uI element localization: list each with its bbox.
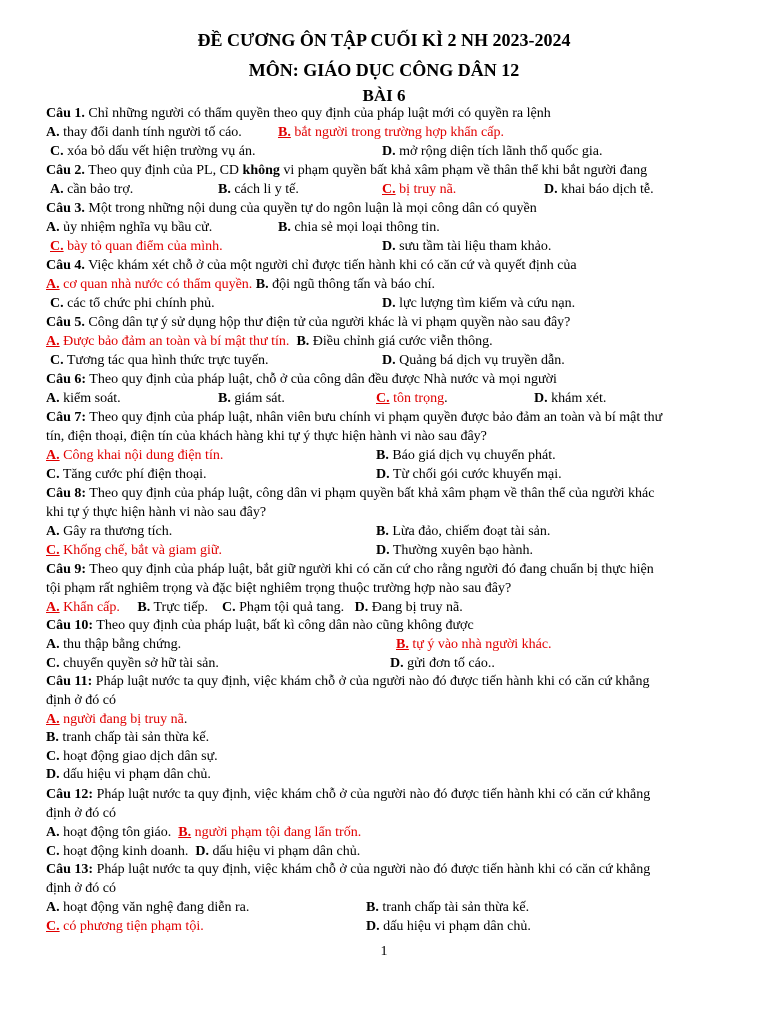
- q12-option-c: hoạt động kinh doanh.: [63, 844, 189, 859]
- question-12: Câu 12: Pháp luật nước ta quy định, việc khám chỗ ở của người nào đó được tiến hành khi có căn cứ khẳng: [46, 787, 651, 802]
- question-10: Câu 10: Theo quy định của pháp luật, bất kì công dân nào cũng không được: [46, 618, 474, 633]
- q11-option-c: C. hoạt động giao dịch dân sự.: [46, 749, 218, 764]
- q4-option-c: C. các tổ chức phi chính phủ.: [50, 296, 215, 311]
- q3-option-d: D. sưu tầm tài liệu tham khảo.: [382, 239, 552, 254]
- q3-option-a: A. ủy nhiệm nghĩa vụ bầu cử.: [46, 220, 213, 235]
- q9-option-a-answer: A. Khẩn cấp.: [46, 600, 120, 615]
- q9-option-d: Đang bị truy nã.: [371, 600, 463, 615]
- page-number: 1: [380, 944, 388, 959]
- q12-option-b-answer: B. người phạm tội đang lẩn trốn.: [178, 825, 362, 840]
- document-lesson: BÀI 6: [362, 86, 406, 105]
- question-4: Câu 4. Việc khám xét chỗ ở của một người chỉ được tiến hành khi có căn cứ và quyết định của: [46, 258, 577, 273]
- question-6: Câu 6: Theo quy định của pháp luật, chỗ ở của công dân đều được Nhà nước và mọi người: [46, 372, 557, 387]
- document-subject: MÔN: GIÁO DỤC CÔNG DÂN 12: [248, 60, 520, 80]
- q11-option-d: D. dấu hiệu vi phạm dân chủ.: [46, 767, 211, 782]
- q13-option-c-answer: C. có phương tiện phạm tội.: [46, 919, 204, 934]
- question-label: Câu 1.: [46, 106, 85, 121]
- q6-option-b: B. giám sát.: [218, 391, 285, 406]
- q4-option-a-answer: A. cơ quan nhà nước có thẩm quyền.: [46, 277, 253, 292]
- q6-option-a: A. kiểm soát.: [46, 391, 121, 406]
- q8-option-a: A. Gây ra thương tích.: [46, 524, 173, 539]
- q8-option-d: D. Thường xuyên bạo hành.: [376, 543, 534, 558]
- q7-option-a-answer: A. Công khai nội dung điện tín.: [46, 448, 224, 463]
- q7-option-c: C. Tăng cước phí điện thoại.: [46, 467, 207, 482]
- q4-options-ab: A. cơ quan nhà nước có thẩm quyền. B. đội ngũ thông tấn và báo chí.: [46, 277, 436, 292]
- q1-option-c: C. xóa bỏ dấu vết hiện trường vụ án.: [50, 144, 256, 159]
- q3-option-c-answer: C. bày tỏ quan điểm của mình.: [50, 239, 223, 254]
- q7-option-d: D. Từ chối gói cước khuyến mại.: [376, 467, 562, 482]
- q8-option-c-answer: C. Khống chế, bắt và giam giữ.: [46, 543, 222, 558]
- question-1: [46, 105, 551, 123]
- q8-option-b: B. Lừa đảo, chiếm đoạt tài sản.: [376, 524, 551, 539]
- q11-option-a-answer: A. người đang bị truy nã.: [46, 712, 188, 727]
- q12-option-d: dấu hiệu vi phạm dân chủ.: [212, 844, 361, 859]
- q12-options-cd: C. hoạt động kinh doanh. D. dấu hiệu vi phạm dân chủ.: [46, 844, 361, 859]
- q3-option-b: B. chia sẻ mọi loại thông tin.: [278, 220, 440, 235]
- q2-option-c-answer: C. bị truy nã.: [382, 182, 457, 197]
- q4-option-b: đội ngũ thông tấn và báo chí.: [272, 277, 436, 292]
- q5-option-b: Điều chỉnh giá cước viễn thông.: [312, 334, 493, 349]
- q2-option-a: A. cần bảo trợ.: [50, 182, 134, 197]
- q4-option-d: D. lực lượng tìm kiếm và cứu nạn.: [382, 296, 576, 311]
- question-12-cont: định ở đó có: [46, 806, 117, 821]
- q10-option-c: C. chuyển quyền sở hữ tài sản.: [46, 656, 219, 671]
- question-5: Câu 5. Công dân tự ý sử dụng hộp thư điện tử của người khác là vi phạm quyền nào sau đây?: [46, 315, 571, 330]
- q1-option-a: A. thay đổi danh tính người tố cáo.: [46, 125, 242, 140]
- question-13-cont: định ở đó có: [46, 881, 117, 896]
- q5-option-a-answer: A. Được bảo đảm an toàn và bí mật thư tín.: [46, 334, 290, 349]
- question-11-cont: định ở đó có: [46, 693, 117, 708]
- q12-option-a: hoạt động tôn giáo.: [63, 825, 172, 840]
- q1-option-b-answer: B. bắt người trong trường hợp khẩn cấp.: [278, 125, 504, 140]
- question-7-cont: tín, điện thoại, điện tín của khách hàng khi tự ý thực hiện hành vi nào sau đây?: [46, 429, 487, 444]
- q2-option-d: D. khai báo dịch tễ.: [544, 182, 654, 197]
- question-8: Câu 8: Theo quy định của pháp luật, công dân vi phạm quyền bất khả xâm phạm về thân thể của người khác: [46, 486, 655, 501]
- q1-option-d: D. mở rộng diện tích lãnh thổ quốc gia.: [382, 144, 603, 159]
- question-11: Câu 11: Pháp luật nước ta quy định, việc khám chỗ ở của người nào đó được tiến hành khi có căn cứ khẳng: [46, 674, 650, 689]
- q9-option-c: Phạm tội quả tang.: [239, 600, 345, 615]
- q9-option-b: Trực tiếp.: [153, 600, 209, 615]
- q5-options-ab: A. Được bảo đảm an toàn và bí mật thư tín. B. Điều chỉnh giá cước viễn thông.: [46, 334, 493, 349]
- q5-option-d: D. Quảng bá dịch vụ truyền dẫn.: [382, 353, 565, 368]
- question-8-cont: khi tự ý thực hiện hành vi nào sau đây?: [46, 505, 267, 520]
- q13-option-b: B. tranh chấp tài sản thừa kế.: [366, 900, 530, 915]
- q10-option-d: D. gửi đơn tố cáo..: [390, 656, 495, 671]
- question-13: Câu 13: Pháp luật nước ta quy định, việc khám chỗ ở của người nào đó được tiến hành khi có căn cứ khẳng: [46, 862, 651, 877]
- question-9: Câu 9: Theo quy định của pháp luật, bắt giữ người khi có căn cứ cho rằng người đó đang chuẩn bị thực hiện: [46, 562, 654, 577]
- question-text: Chỉ những người có thẩm quyền theo quy định của pháp luật mới có quyền ra lệnh: [84, 106, 551, 121]
- q10-option-a: A. thu thập bằng chứng.: [46, 637, 182, 652]
- q11-option-b: B. tranh chấp tài sản thừa kế.: [46, 730, 210, 745]
- q10-option-b-answer: B. tự ý vào nhà người khác.: [396, 637, 552, 652]
- q9-options: A. Khẩn cấp. B. Trực tiếp. C. Phạm tội quả tang. D. Đang bị truy nã.: [46, 600, 463, 615]
- q13-option-a: A. hoạt động văn nghệ đang diễn ra.: [46, 900, 250, 915]
- q5-option-c: C. Tương tác qua hình thức trực tuyến.: [50, 353, 269, 368]
- q6-option-c-answer: C. tôn trọng.: [376, 391, 448, 406]
- question-9-cont: tội phạm rất nghiêm trọng và đặc biệt nghiêm trọng thuộc trường hợp nào sau đây?: [46, 581, 512, 596]
- q13-option-d: D. dấu hiệu vi phạm dân chủ.: [366, 919, 531, 934]
- q6-option-d: D. khám xét.: [534, 391, 607, 406]
- q2-option-b: B. cách li y tế.: [218, 182, 299, 197]
- question-3: Câu 3. Một trong những nội dung của quyền tự do ngôn luận là mọi công dân có quyền: [46, 201, 537, 216]
- document-title: ĐỀ CƯƠNG ÔN TẬP CUỐI KÌ 2 NH 2023-2024: [197, 30, 571, 50]
- q12-options-ab: A. hoạt động tôn giáo. B. người phạm tội đang lẩn trốn.: [46, 825, 362, 840]
- q7-option-b: B. Báo giá dịch vụ chuyển phát.: [376, 448, 556, 463]
- question-7: Câu 7: Theo quy định của pháp luật, nhân viên bưu chính vi phạm quyền được bảo đảm an toàn và bí mật thư: [46, 410, 663, 425]
- question-2: Câu 2. Theo quy định của PL, CD không vi phạm quyền bất khả xâm phạm về thân thể khi bắt người đang: [46, 163, 648, 178]
